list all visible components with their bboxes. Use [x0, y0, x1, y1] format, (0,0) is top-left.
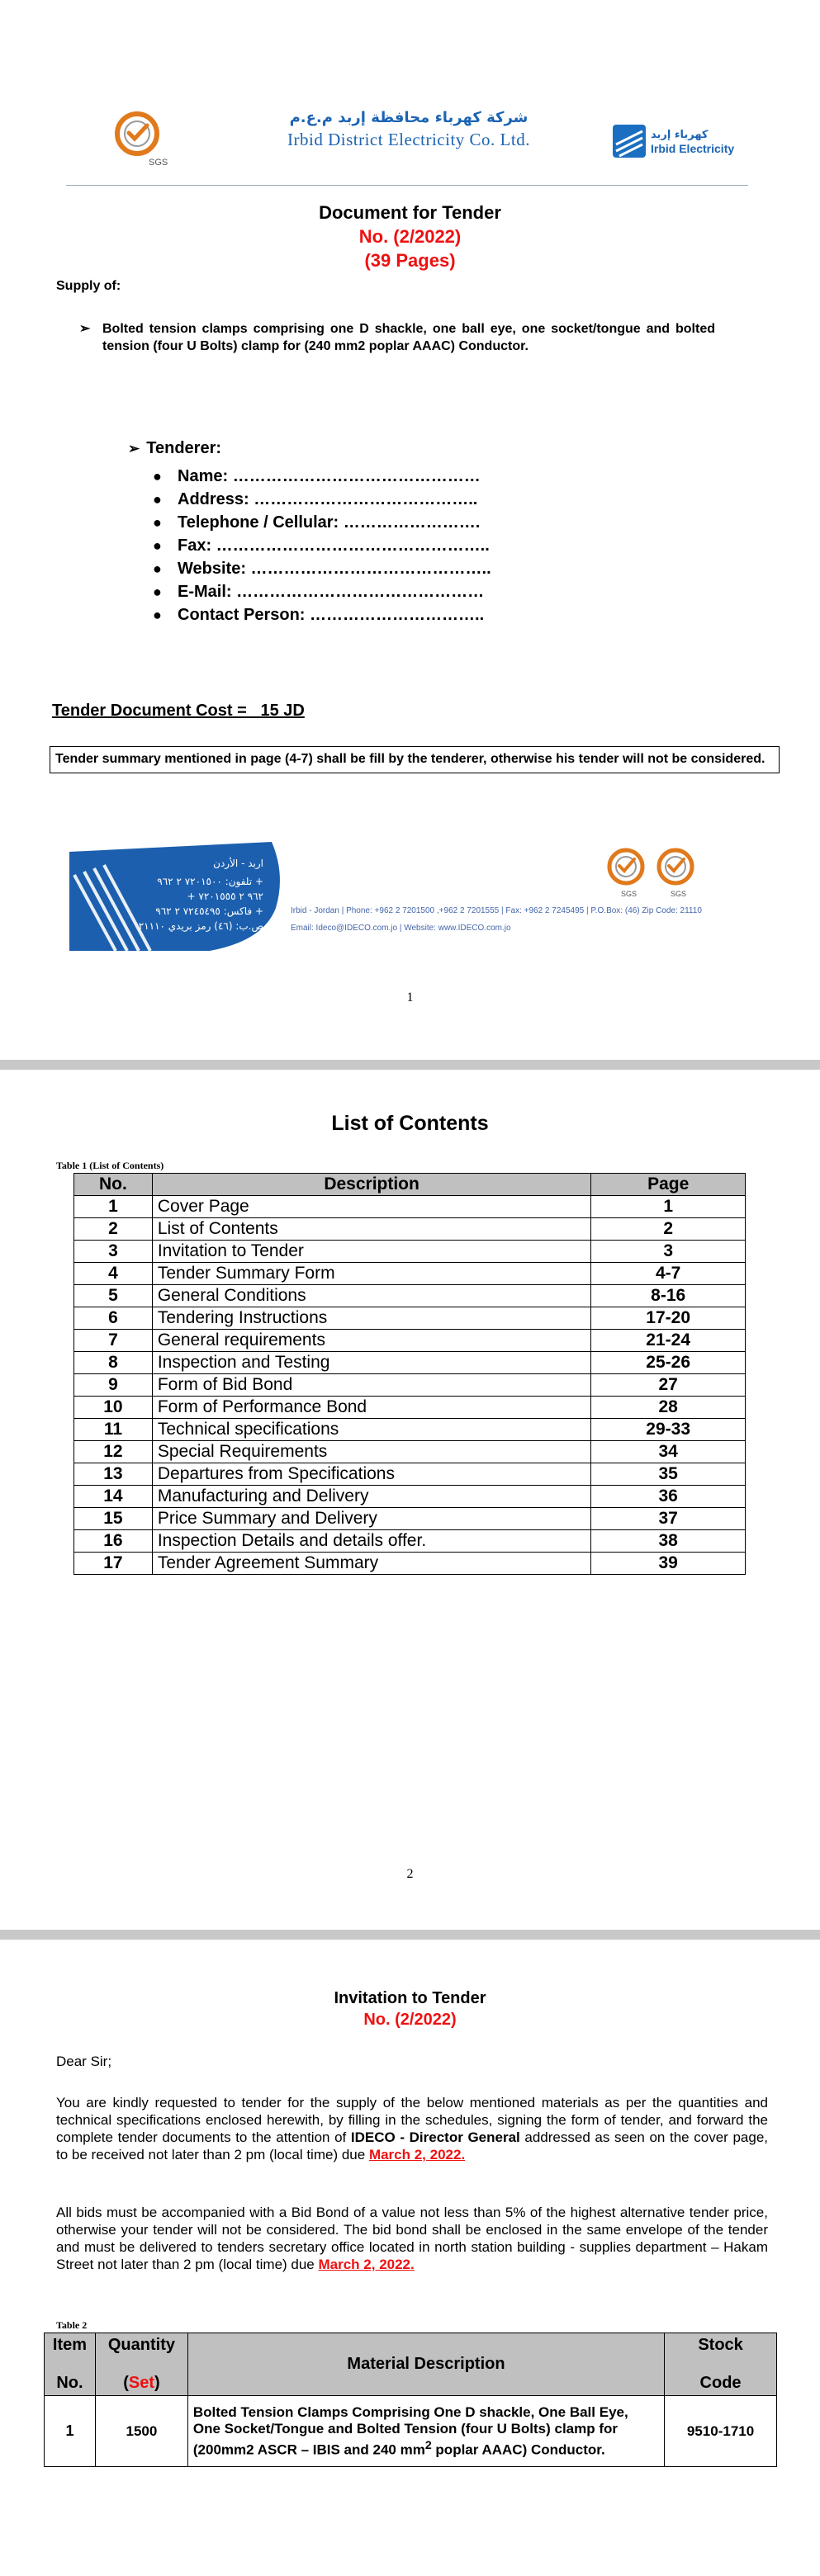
deadline-date: March 2, 2022.: [318, 2257, 415, 2272]
contact-banner: [69, 842, 284, 951]
salutation: Dear Sir;: [56, 2054, 112, 2069]
svg-text:ص.ب: (٤٦) رمز بريدي ٢١١١٠: ص.ب: (٤٦) رمز بريدي ٢١١١٠: [138, 920, 263, 932]
table-row: 10 Form of Performance Bond 28: [74, 1397, 746, 1419]
table-row: 6 Tendering Instructions 17-20: [74, 1307, 746, 1330]
table-row: 9 Form of Bid Bond 27: [74, 1374, 746, 1397]
tenderer-heading: [128, 439, 221, 458]
svg-text:+ ٩٦٢ ٢ ٧٢٠١٥٥٥: + ٩٦٢ ٢ ٧٢٠١٥٥٥: [187, 891, 263, 902]
page-count: (39 Pages): [364, 250, 456, 271]
table-row: 4 Tender Summary Form 4-7: [74, 1263, 746, 1285]
table-row: 8 Inspection and Testing 25-26: [74, 1352, 746, 1374]
column-header-item: Item No.: [45, 2333, 96, 2396]
contents-table: [73, 1173, 746, 1575]
tenderer-field: ● Website: ……………………………………..: [153, 560, 491, 578]
tenderer-field: ● Telephone / Cellular: …………………….: [153, 513, 481, 532]
materials-table: [44, 2333, 777, 2467]
supply-item-text: Bolted tension clamps comprising one D shackle, one ball eye, one socket/tongue and bolted tension (four U Bolts) clamp for (240 mm2 poplar AAAC) Conductor.: [102, 322, 715, 353]
arrow-bullet-icon: ➢: [79, 322, 91, 336]
table-row: 7 General requirements 21-24: [74, 1330, 746, 1352]
table-row: 11 Technical specifications 29-33: [74, 1419, 746, 1441]
svg-text:SGS: SGS: [671, 890, 687, 898]
item-description: Bolted Tension Clamps Comprising One D shackle, One Ball Eye, One Socket/Tongue and Bolted Tension (four U Bolts) clamp for (200mm2 ASCR – IBIS and 240 $mm^2$ poplar AAAC) Conductor.: [187, 2396, 664, 2467]
table-row: 14 Manufacturing and Delivery 36: [74, 1486, 746, 1508]
item-number: 1: [45, 2396, 96, 2467]
tenderer-field: ● Address: …………………………………..: [153, 490, 478, 508]
svg-text:تلفون: ٧٢٠١٥٠٠ ٢ ٩٦٢ +: تلفون: ٧٢٠١٥٠٠ ٢ ٩٦٢ +: [157, 876, 263, 887]
page-separator: [0, 1930, 820, 1940]
table-row: 1 Cover Page 1: [74, 1196, 746, 1218]
table-header-row: [74, 1174, 746, 1196]
deadline-date: March 2, 2022.: [368, 2147, 466, 2162]
tender-document-cost: Tender Document Cost = 15 JD: [52, 702, 305, 720]
footer-contact-line: Irbid - Jordan | Phone: +962 2 7201500 ,+962 2 7201555 | Fax: +962 2 7245495 | P.O.Box: (46) Zip Code: 21110: [291, 906, 702, 915]
tenderer-field: ● Contact Person: …………………………..: [153, 606, 485, 624]
arrow-bullet-icon: ➢: [128, 441, 140, 456]
column-header-quantity: Quantity (Set): [95, 2333, 187, 2396]
supply-label: Supply of:: [56, 279, 121, 293]
document-title: Document for Tender: [319, 202, 501, 223]
column-header: No.: [74, 1174, 153, 1196]
company-header: [248, 109, 570, 150]
tenderer-field: ● Name: ………………………………………: [153, 467, 481, 485]
table-caption: Table 1 (List of Contents): [56, 1160, 164, 1171]
column-header-stock-code: Stock Code: [665, 2333, 777, 2396]
irbid-electricity-logo: [611, 120, 751, 164]
column-header: Description: [152, 1174, 590, 1196]
tender-number: No. (2/2022): [363, 2011, 457, 2029]
svg-text:كهرباء إربد: كهرباء إربد: [651, 129, 709, 141]
invitation-paragraph: You are kindly requested to tender for the supply of the below mentioned materials as per the quantities and technical specifications enclosed herewith, by filling in the schedules, signing the form of tender, and forward the complete tender documents to the attention of IDECO - Director General addressed as seen on the cover page, to be received not later than 2 pm (local time) due March 2, 2022.: [56, 2095, 768, 2162]
tenderer-label: Tenderer:: [146, 439, 222, 457]
header-divider: [66, 185, 748, 186]
sgs-certification-logos: [603, 844, 710, 901]
footer-email-line: Email: Ideco@IDECO.com.jo | Website: www.IDECO.com.jo: [291, 924, 511, 933]
table-row: 5 General Conditions 8-16: [74, 1285, 746, 1307]
table-row: 13 Departures from Specifications 35: [74, 1463, 746, 1486]
table-row: 12 Special Requirements 34: [74, 1441, 746, 1463]
item-quantity: 1500: [95, 2396, 187, 2467]
table-row: 3 Invitation to Tender 3: [74, 1241, 746, 1263]
table-row: 16 Inspection Details and details offer. 38: [74, 1530, 746, 1553]
page-title: List of Contents: [331, 1112, 489, 1135]
svg-text:SGS: SGS: [149, 158, 168, 168]
tenderer-field: ● Fax: …………………………………………..: [153, 536, 490, 555]
page-title: Invitation to Tender: [334, 1989, 486, 2007]
bid-bond-paragraph: All bids must be accompanied with a Bid Bond of a value not less than 5% of the highest alternative tender price, otherwise your tender will not be considered. The bid bond shall be enclosed in the same envelope of the tender and must be delivered to tenders secretary office located in north station building - supplies department – Hakam Street not later than 2 pm (local time) due March 2, 2022.: [56, 2205, 768, 2272]
table-row: 15 Price Summary and Delivery 37: [74, 1508, 746, 1530]
svg-text:SGS: SGS: [621, 890, 638, 898]
table-caption: Table 2: [56, 2319, 88, 2331]
item-stock-code: 9510-1710: [665, 2396, 777, 2467]
column-header: Page: [591, 1174, 746, 1196]
table-row: [45, 2396, 777, 2467]
tenderer-fields: [153, 465, 491, 626]
supply-item: [79, 320, 715, 355]
tender-summary-note: Tender summary mentioned in page (4-7) shall be fill by the tenderer, otherwise his tender will not be considered.: [50, 746, 780, 773]
page-number: 1: [406, 990, 414, 1004]
table-row: 2 List of Contents 2: [74, 1218, 746, 1241]
column-header-description: Material Description: [187, 2333, 664, 2396]
svg-text:اربد - الأردن: اربد - الأردن: [213, 858, 263, 869]
recipient-name: IDECO - Director General: [350, 2129, 520, 2145]
company-name-arabic: شركة كهرباء محافظة إربد م.ع.م: [289, 109, 528, 126]
page-number: 2: [406, 1867, 414, 1881]
page-separator: [0, 1060, 820, 1070]
tender-number: No. (2/2022): [358, 226, 462, 247]
table-header-row: [45, 2333, 777, 2396]
table-row: 17 Tender Agreement Summary 39: [74, 1553, 746, 1575]
tenderer-field: ● E-Mail: ………………………………………: [153, 583, 485, 601]
sgs-certification-logo: [107, 107, 172, 172]
svg-text:فاكس: ٧٢٤٥٤٩٥ ٢ ٩٦٢ +: فاكس: ٧٢٤٥٤٩٥ ٢ ٩٦٢ +: [155, 905, 263, 917]
svg-text:Irbid Electricity: Irbid Electricity: [651, 142, 735, 155]
company-name-english: Irbid District Electricity Co. Ltd.: [287, 130, 530, 149]
